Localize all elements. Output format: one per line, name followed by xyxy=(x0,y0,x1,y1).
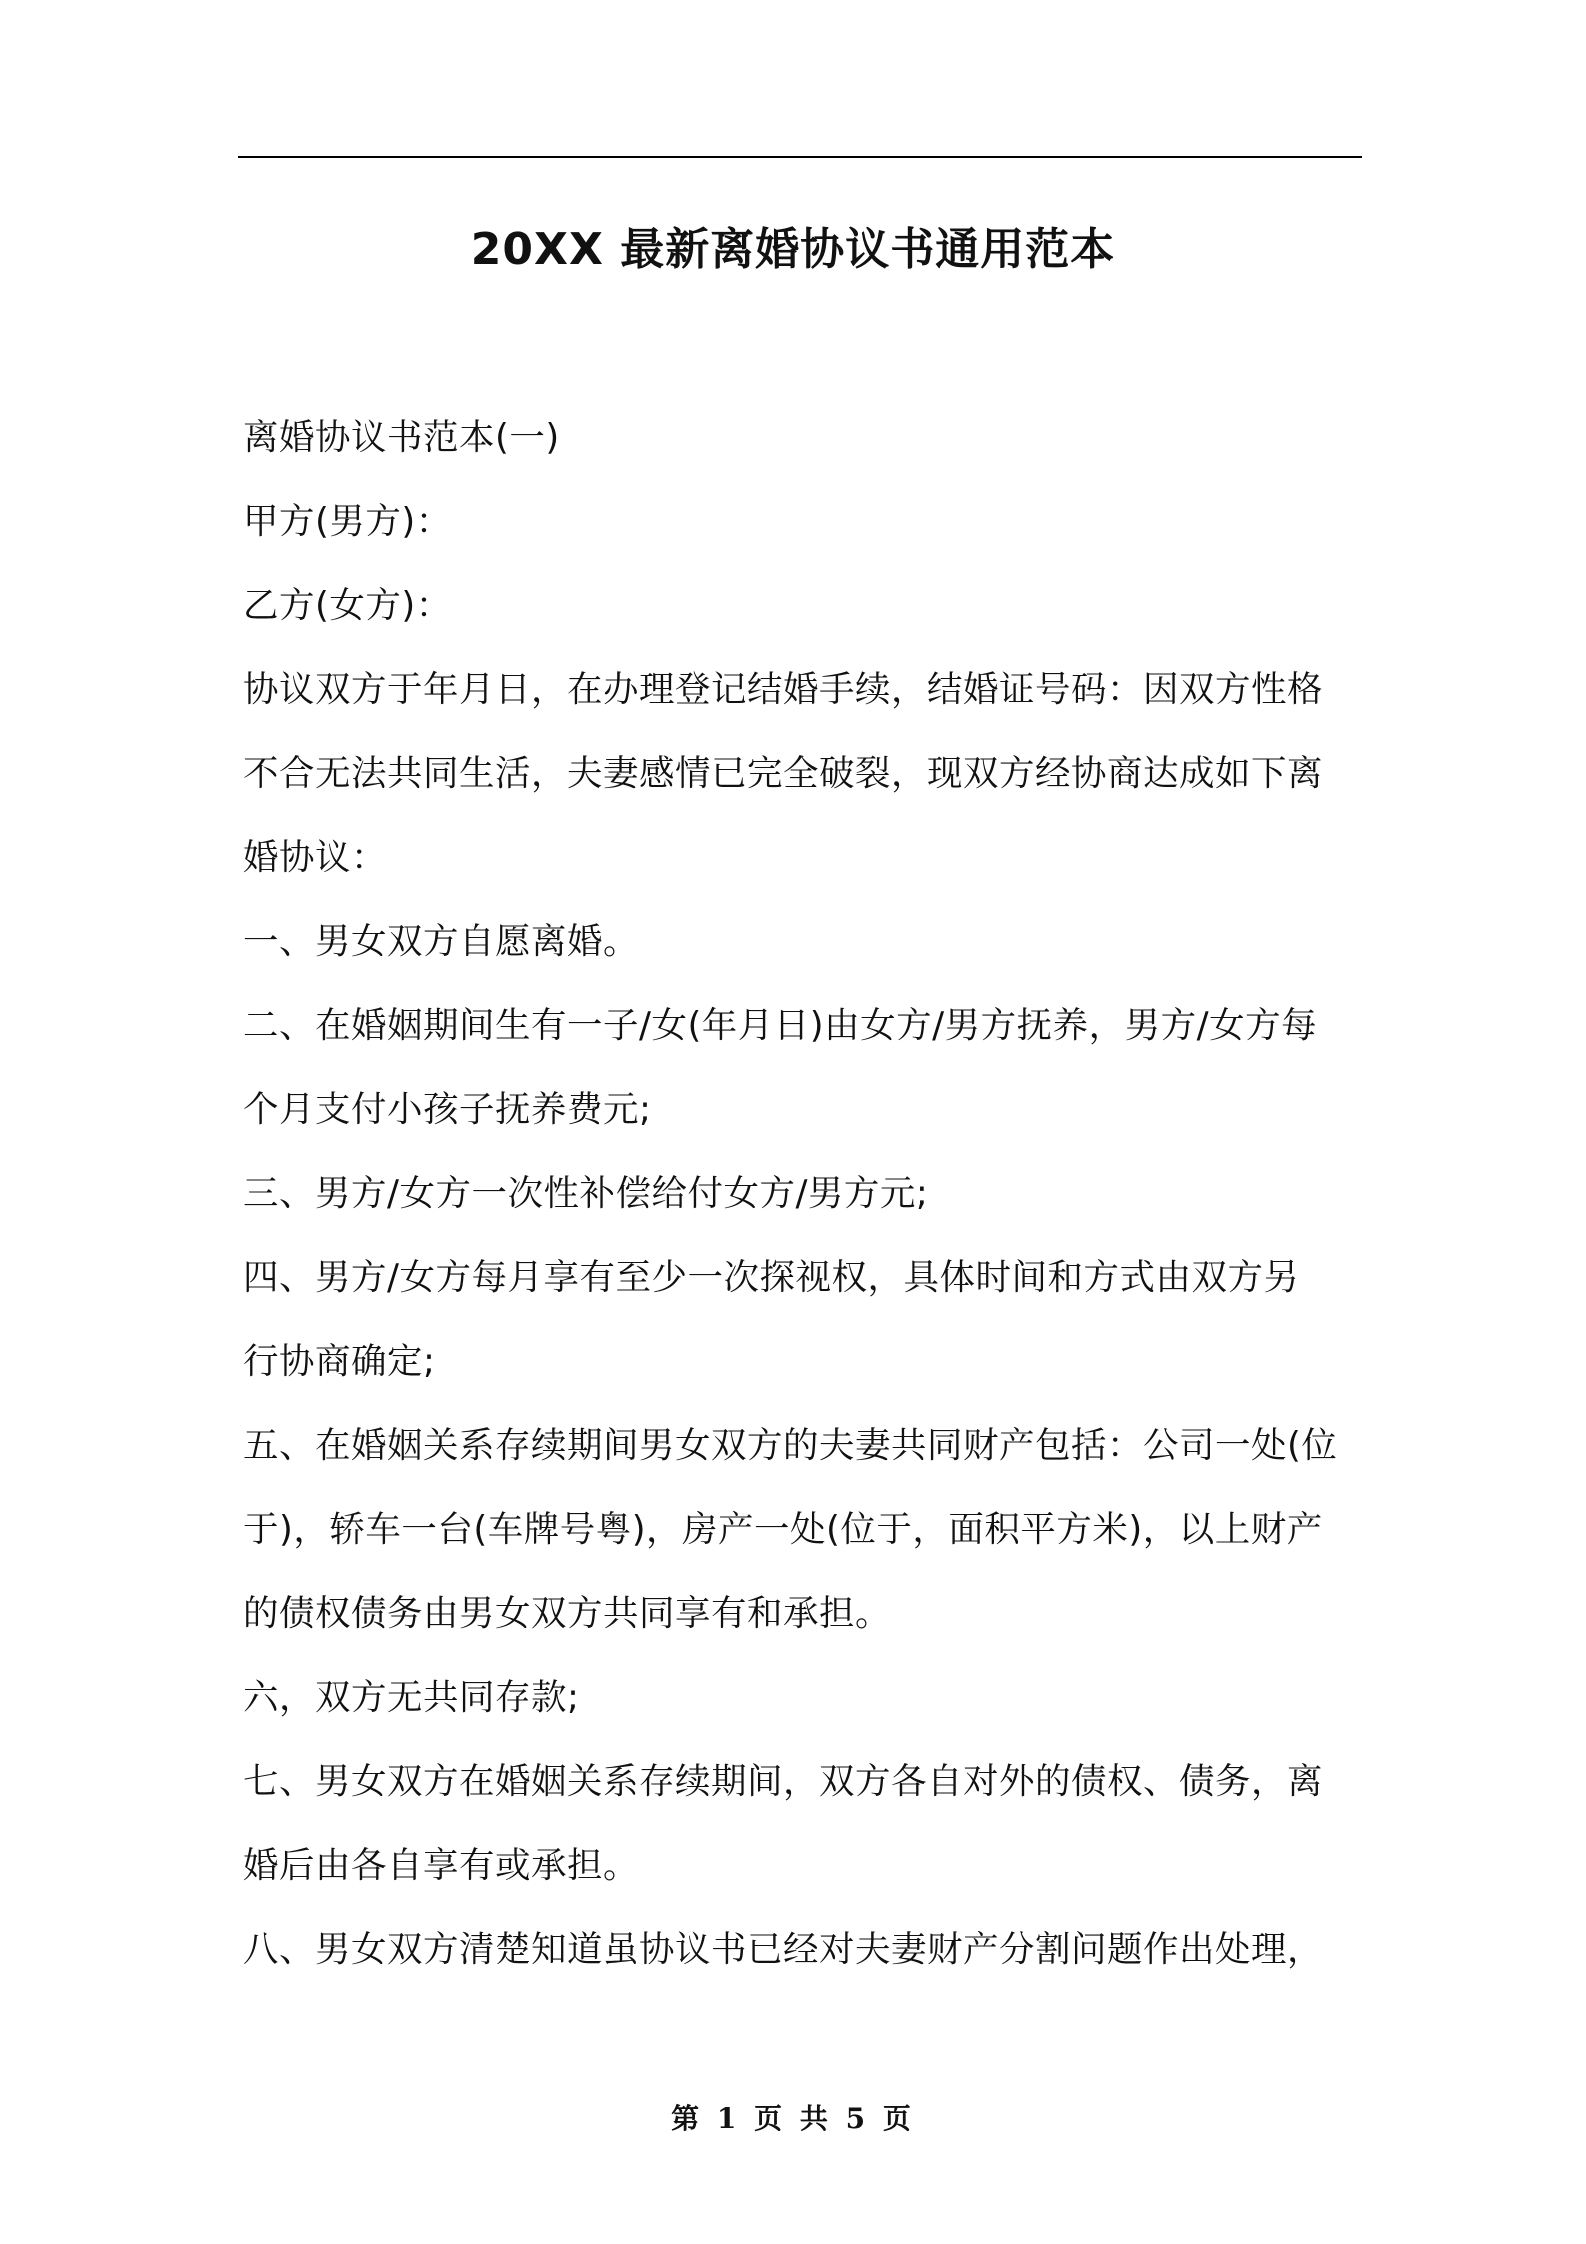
body-line: 一、男女双方自愿离婚。 xyxy=(243,921,640,962)
body-line: 七、男女双方在婚姻关系存续期间，双方各自对外的债权、债务，离 xyxy=(243,1761,1324,1802)
body-line: 三、男方/女方一次性补偿给付女方/男方元; xyxy=(243,1173,929,1214)
body-line: 四、男方/女方每月享有至少一次探视权，具体时间和方式由双方另 xyxy=(243,1257,1300,1298)
document-title: 20XX 最新离婚协议书通用范本 xyxy=(470,224,1116,275)
body-line: 婚后由各自享有或承担。 xyxy=(243,1845,640,1886)
body-line: 的债权债务由男女双方共同享有和承担。 xyxy=(243,1593,892,1634)
body-line: 婚协议： xyxy=(243,837,388,878)
body-line: 五、在婚姻关系存续期间男女双方的夫妻共同财产包括：公司一处(位 xyxy=(243,1425,1338,1466)
body-line: 乙方(女方)： xyxy=(243,585,452,626)
body-line: 离婚协议书范本(一) xyxy=(243,417,560,458)
body-line: 行协商确定; xyxy=(243,1341,436,1382)
document-body xyxy=(243,410,1383,2006)
page-number-footer: 第 1 页 共 5 页 xyxy=(671,2102,915,2135)
body-line: 八、男女双方清楚知道虽协议书已经对夫妻财产分割问题作出处理， xyxy=(243,1929,1324,1970)
body-line: 六，双方无共同存款; xyxy=(243,1677,580,1718)
body-line: 不合无法共同生活，夫妻感情已完全破裂，现双方经协商达成如下离 xyxy=(243,753,1324,794)
body-line: 于)，轿车一台(车牌号粤)，房产一处(位于，面积平方米)，以上财产 xyxy=(243,1509,1323,1550)
header-rule xyxy=(238,156,1362,158)
body-line: 二、在婚姻期间生有一子/女(年月日)由女方/男方抚养，男方/女方每 xyxy=(243,1005,1318,1046)
body-line: 个月支付小孩子抚养费元; xyxy=(243,1089,652,1130)
body-line: 协议双方于年月日，在办理登记结婚手续，结婚证号码：因双方性格 xyxy=(243,669,1324,710)
body-line: 甲方(男方)： xyxy=(243,501,452,542)
